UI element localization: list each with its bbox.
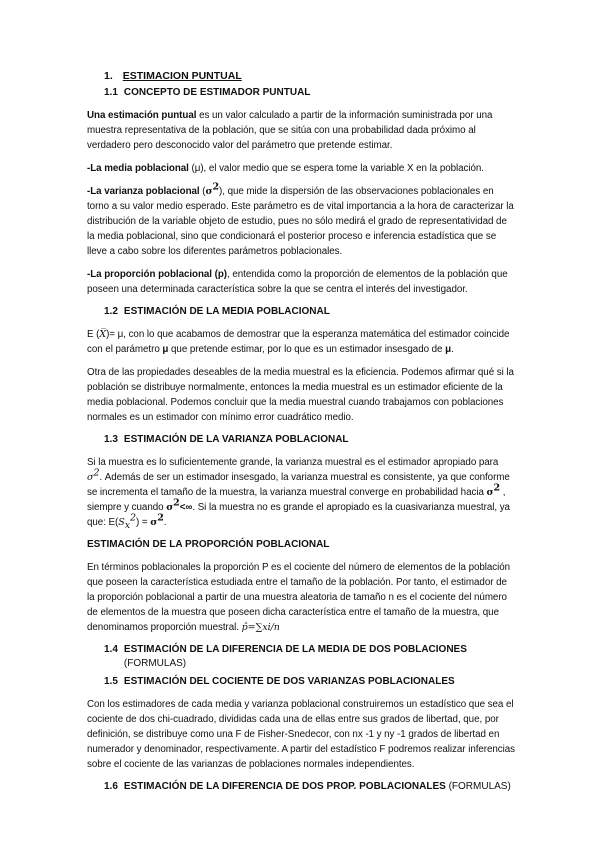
symbol-sigma: σ [150, 517, 158, 528]
text: ) = [136, 517, 151, 528]
subsection-heading-1-4 [104, 643, 515, 671]
paragraph-text: , el valor medio que se espera tome la variable X en la población. [203, 163, 484, 174]
subsection-title [124, 780, 511, 794]
text-infinity: <∞ [179, 502, 193, 513]
superscript: 2 [493, 482, 501, 494]
term-estimacion-puntual: Una estimación puntual [87, 110, 197, 121]
text: Si la muestra es lo suficientemente grande, la varianza muestral es el estimador apropiado para [87, 457, 499, 468]
document-body [87, 70, 515, 802]
subsection-heading-1-3 [104, 433, 515, 447]
subsection-number: 1.6 [104, 781, 118, 792]
subsection-number: 1.3 [104, 434, 118, 445]
subsection-title: ESTIMACIÓN DE LA VARIANZA POBLACIONAL [123, 434, 349, 445]
superscript: 2 [130, 512, 137, 524]
paren-close: ) [219, 186, 223, 197]
title-suffix: (FORMULAS) [123, 658, 187, 669]
symbol-sigma: σ [87, 472, 94, 483]
subsection-number: 1.2 [104, 306, 118, 317]
text: , siempre y cuando [87, 487, 506, 513]
paragraph-eficiencia: Otra de las propiedades deseables de la media muestral es la eficiencia. Podemos afirmar qué si la población se distribuye normalmente, entonces la media muestral es un estimador eficiente de la media poblacional. Podemos concluir que la media muestral cuando trabajamos con poblaciones normales es un estimador con mínimo error cuadrático medio. [87, 367, 514, 423]
subsection-heading-1-5 [104, 675, 515, 689]
paren-open: ( [199, 186, 206, 197]
subsection-number: 1.4 [104, 644, 118, 655]
paragraph-media-poblacional [87, 161, 515, 176]
title-text: ESTIMACIÓN DE LA DIFERENCIA DE DOS PROP. POBLACIONALES [123, 781, 446, 792]
title-text: ESTIMACIÓN DE LA DIFERENCIA DE LA MEDIA DE DOS POBLACIONES [123, 644, 467, 655]
term-varianza-poblacional: -La varianza poblacional [87, 186, 200, 197]
symbol-p: (p) [211, 269, 228, 280]
symbol-s: S [118, 517, 125, 528]
paragraph-text: es un valor calculado a partir de la información suministrada por una muestra representativa de la población, que se sitúa con una probabilidad dada próximo al verdadero pero desconocido valor del parámetro que pretende estimar. [87, 110, 493, 151]
paragraph-text: En términos poblacionales la proporción P es el cociente del número de elementos de la población que poseen la característica estudiada entre el tamaño de la población. Por tanto, el estimador de la proporción poblacional a partir de una muestra aleatoria de tamaño n es el cociente del número de elementos de la muestra que poseen dicha característica entre el tamaño de la muestra, que denominamos proporción muestral. [87, 562, 511, 633]
text: . [451, 344, 454, 355]
text: E ( [87, 329, 100, 340]
superscript: 2 [93, 467, 100, 479]
paragraph-text: , que mide la dispersión de las observaciones poblacionales en torno a su valor medio esperado. Este parámetro es de vital importancia a la hora de caracterizar la distribución de la variable objeto de estudio, pues no sólo medirá el grado de representatividad de la media poblacional, sino que condicionará el posterior proceso e inferencia estadística que se lleve a cabo sobre los diferentes parámetros poblacionales. [87, 186, 514, 257]
symbol-mu: (μ) [188, 163, 204, 174]
paragraph-text: , entendida como la proporción de elementos de la población que poseen una determinada característica sobre la que se centra el interés del investigador. [87, 269, 508, 295]
paragraph-definition [87, 108, 515, 153]
text: que pretende estimar, por lo que es un estimador insesgado de [168, 344, 446, 355]
title-suffix: (FORMULAS) [448, 781, 511, 792]
text: . Si la muestra no es grande el apropiado es la cuasivarianza muestral, ya que: E( [87, 502, 510, 528]
symbol-mu: μ [445, 344, 452, 355]
section-number: 1. [104, 70, 113, 82]
superscript: 2 [212, 181, 220, 193]
superscript: 2 [157, 512, 164, 524]
paragraph-proporcion [87, 560, 515, 635]
subsection-title [124, 643, 515, 671]
subsection-title: ESTIMACIÓN DEL COCIENTE DE DOS VARIANZAS POBLACIONALES [123, 676, 455, 687]
paragraph-esperanza [87, 327, 515, 357]
paragraph-varianza-muestral [87, 455, 515, 530]
paragraph-varianza-poblacional [87, 181, 515, 259]
text: . Además de ser un estimador insesgado, la varianza muestral es consistente, ya que conforme se incrementa el tamaño de la muestra, la varianza muestral converge en probabilidad hacia [87, 472, 510, 498]
subsection-title: CONCEPTO DE ESTIMADOR PUNTUAL [123, 87, 311, 98]
subsection-heading-1-1 [104, 86, 515, 100]
subsection-heading-1-6 [104, 780, 515, 794]
formula-p-hat: p̂=∑xi/n [241, 622, 280, 633]
symbol-mu: μ [162, 344, 169, 355]
text: . [163, 517, 167, 528]
symbol-sigma: σ [486, 487, 494, 498]
term-proporcion-poblacional: -La proporción poblacional [87, 269, 212, 280]
heading-proporcion: ESTIMACIÓN DE LA PROPORCIÓN POBLACIONAL [87, 539, 330, 550]
symbol-sigma: σ [166, 502, 174, 513]
section-title: ESTIMACION PUNTUAL [122, 70, 242, 82]
symbol-xbar: X̅ [99, 329, 107, 340]
paragraph-proporcion-poblacional [87, 267, 515, 297]
superscript: 2 [173, 497, 180, 509]
subscript: x [124, 519, 131, 531]
symbol-sigma: σ [205, 186, 213, 197]
paragraph-cociente-varianzas: Con los estimadores de cada media y varianza poblacional construiremos un estadístico que sea el cociente de dos chi-cuadrado, divididas cada una de ellas entre sus grados de libertad, que, por definición, se distribuye como una F de Fisher-Snedecor, con nx -1 y ny -1 grados de libertad en numerador y denominador, respectivamente. A partir del estadístico F podremos realizar inferencias sobre el cociente de las varianzas de poblaciones normales independientes. [87, 699, 516, 770]
subsection-number: 1.1 [104, 87, 118, 98]
text: )= μ, con lo que acabamos de demostrar que la esperanza matemática del estimador coincide con el parámetro [87, 329, 510, 355]
subsection-title: ESTIMACIÓN DE LA MEDIA POBLACIONAL [123, 306, 330, 317]
subsection-number: 1.5 [104, 676, 118, 687]
section-heading-1 [104, 70, 515, 82]
subsection-heading-1-2 [104, 305, 515, 319]
term-media-poblacional: -La media poblacional [87, 163, 189, 174]
